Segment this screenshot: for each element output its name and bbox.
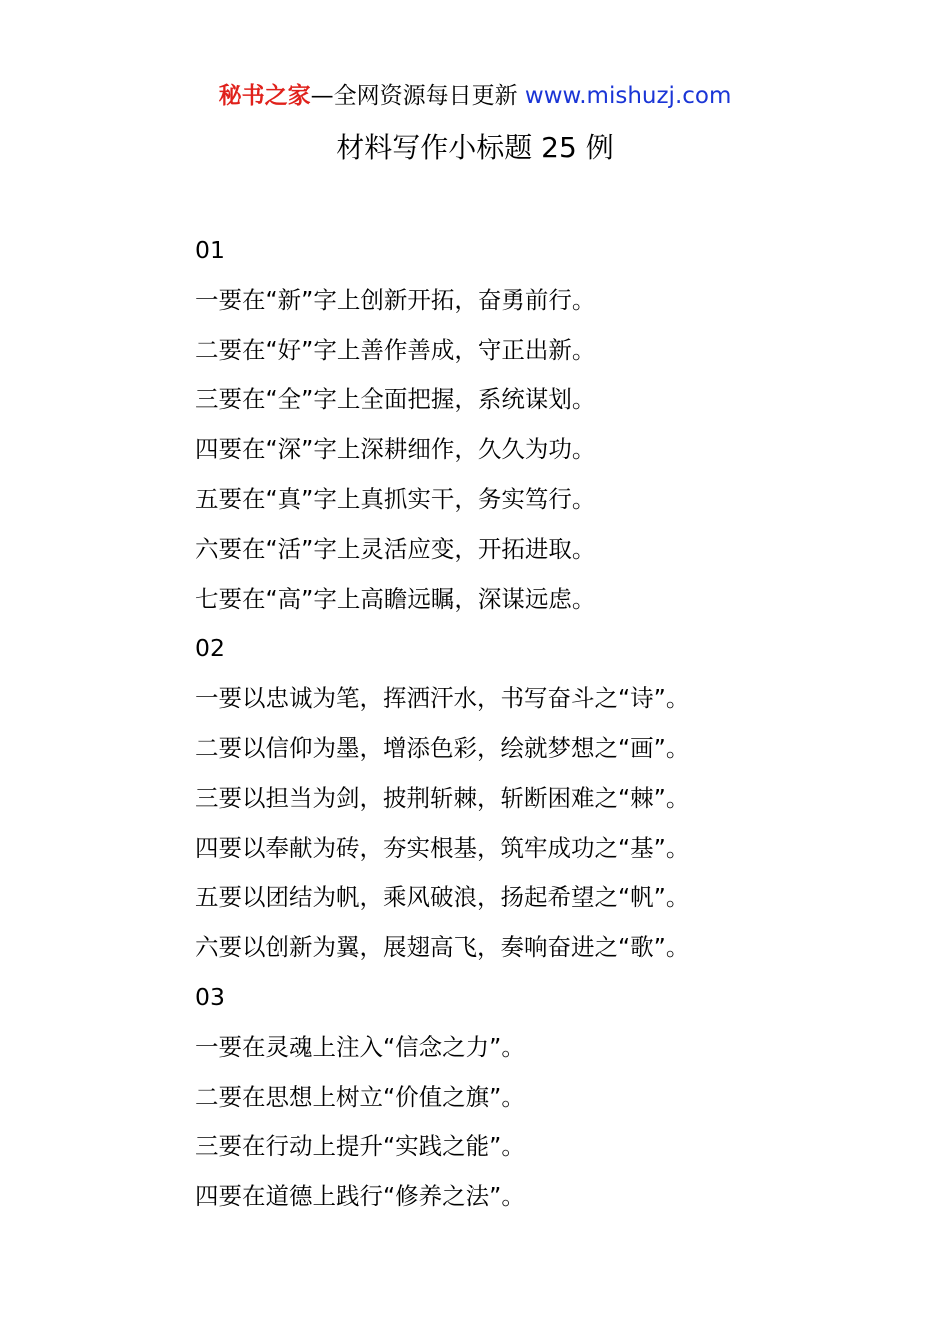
list-item: 四要以奉献为砖，夯实根基，筑牢成功之“基”。	[195, 833, 690, 862]
site-url-link[interactable]: www.mishuzj.com	[524, 83, 732, 109]
list-item: 三要在“全”字上全面把握，系统谋划。	[195, 385, 596, 414]
list-item: 二要在“好”字上善作善成，守正出新。	[195, 335, 596, 364]
section-number: 03	[195, 982, 225, 1011]
section-number: 02	[195, 634, 225, 663]
list-item: 六要以创新为翼，展翅高飞，奏响奋进之“歌”。	[195, 933, 690, 962]
list-item: 四要在“深”字上深耕细作，久久为功。	[195, 435, 596, 464]
brand-name: 秘书之家	[218, 83, 311, 109]
document-title: 材料写作小标题 25 例	[336, 131, 614, 164]
list-item: 三要在行动上提升“实践之能”。	[195, 1132, 525, 1161]
list-item: 五要以团结为帆，乘风破浪，扬起希望之“帆”。	[195, 883, 690, 912]
list-item: 六要在“活”字上灵活应变，开拓进取。	[195, 534, 596, 563]
list-item: 二要在思想上树立“价值之旗”。	[195, 1082, 525, 1111]
list-item: 四要在道德上践行“修养之法”。	[195, 1182, 525, 1211]
list-item: 一要在灵魂上注入“信念之力”。	[195, 1032, 525, 1061]
list-item: 一要以忠诚为笔，挥洒汗水，书写奋斗之“诗”。	[195, 684, 690, 713]
brand-tagline: —全网资源每日更新	[310, 83, 518, 109]
list-item: 三要以担当为剑，披荆斩棘，斩断困难之“棘”。	[195, 783, 690, 812]
list-item: 二要以信仰为墨，增添色彩，绘就梦想之“画”。	[195, 733, 690, 762]
document-body	[195, 226, 915, 1222]
site-header	[0, 80, 950, 112]
list-item: 五要在“真”字上真抓实干，务实笃行。	[195, 484, 596, 513]
list-item: 七要在“高”字上高瞻远瞩，深谋远虑。	[195, 584, 596, 613]
section-number: 01	[195, 236, 225, 264]
list-item: 一要在“新”字上创新开拓，奋勇前行。	[195, 285, 596, 314]
